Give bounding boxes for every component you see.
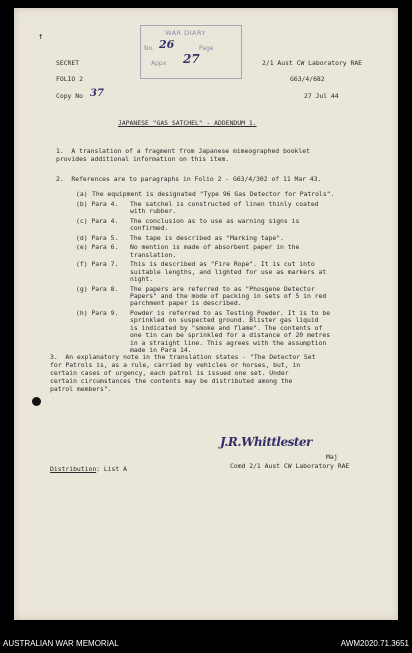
folio-number: FOLIO 2 xyxy=(56,75,83,83)
stamp-title: WAR DIARY xyxy=(165,29,207,37)
reference-item-text: No mention is made of absorbent paper in the xyxy=(130,243,300,252)
corner-mark: ↑ xyxy=(38,32,44,42)
unit-name: 2/1 Aust CW Laboratory RAE xyxy=(262,59,363,67)
stamp-page-label: Page xyxy=(199,45,214,52)
reference-item-text: translation. xyxy=(130,250,177,259)
paragraph-3-line: patrol members". xyxy=(50,385,112,393)
reference-item-text: with rubber. xyxy=(130,207,177,215)
stamp-no-value: 26 xyxy=(159,38,175,51)
reference-item-text: one tin can be sprinkled for a distance of 20 metres xyxy=(130,331,331,340)
stamp-no-label: No. xyxy=(144,45,154,52)
reference-item-text: Powder is referred to as Testing Powder. It is to be xyxy=(130,309,331,317)
reference-item-text: The conclusion as to use as warning signs is xyxy=(130,216,300,225)
reference-item-text: night. xyxy=(130,275,154,283)
reference-item-label: (d) Para 5. xyxy=(76,233,119,242)
archive-name: AUSTRALIAN WAR MEMORIAL xyxy=(3,639,119,648)
paragraph-3-line: certain circumstances the contents may be distributed among the xyxy=(50,377,293,385)
reference-item-label: (a) xyxy=(76,190,88,198)
reference-item-text: The tape is described as "Marking tape". xyxy=(130,233,284,242)
reference-item-label: (e) Para 6. xyxy=(76,243,119,252)
archive-footer xyxy=(0,638,412,653)
war-diary-stamp xyxy=(140,25,242,79)
reference-item-label: (h) Para 9. xyxy=(76,309,119,317)
reference-item-text: in a straight line. This agrees with the assumption xyxy=(130,338,327,347)
distribution: Distribution: List A xyxy=(50,465,127,473)
document-page xyxy=(14,8,398,620)
signatory-rank: Maj xyxy=(326,453,338,461)
paragraph-1-line: provides additional information on this item. xyxy=(56,155,230,163)
signature: J.R.Whittlester xyxy=(220,435,312,449)
reference-item-label: (g) Para 8. xyxy=(76,284,119,293)
reference-item-text: The satchel is constructed of linen thinly coated xyxy=(130,199,319,208)
punch-hole xyxy=(32,397,41,406)
reference-item-text: suitable lengths, and lighted for use as markers at xyxy=(130,267,327,276)
paragraph-3-line: 3. An explanatory note in the translation states - "The Detector Set xyxy=(50,353,316,361)
signatory-title: Comd 2/1 Aust CW Laboratory RAE xyxy=(230,462,350,470)
reference-item-text: The papers are referred to as "Phosgene Detector xyxy=(130,284,315,293)
reference-item-text: is indicated by "smoke and flame". The contents of xyxy=(130,323,323,332)
reference-item-text: The equipment is designated "Type 96 Gas Detector for Patrols". xyxy=(92,190,335,198)
classification: SECRET xyxy=(56,59,80,67)
paragraph-3-line: for Patrols is, as a rule, carried by vehicles or horses, but, in xyxy=(50,361,301,369)
reference-item-text: parchment paper is described. xyxy=(130,299,242,308)
paragraph-1-line: 1. A translation of a fragment from Japanese mimeographed booklet xyxy=(56,147,310,155)
copy-number: 37 xyxy=(90,88,104,99)
paragraph-2: 2. References are to paragraphs in Folio 2 - G63/4/302 of 11 Mar 43. xyxy=(56,175,322,183)
reference-item-text: made in Para 14. xyxy=(130,346,192,354)
file-reference: G63/4/682 xyxy=(290,75,325,83)
reference-item-text: Papers" and the mode of packing in sets of 5 in red xyxy=(130,292,327,300)
stamp-appx-value: 27 xyxy=(183,52,200,66)
reference-item-label: (c) Para 4. xyxy=(76,216,119,225)
reference-item-text: confirmed. xyxy=(130,224,169,232)
paragraph-3-line: certain cases of urgency, each patrol is issued one set. Under xyxy=(50,369,289,377)
archive-reference: AWM2020.71.3651 xyxy=(340,639,409,648)
copy-label: Copy No xyxy=(56,92,83,100)
document-date: 27 Jul 44 xyxy=(304,92,339,100)
reference-item-label: (b) Para 4. xyxy=(76,199,119,208)
stamp-appx-label: Appx xyxy=(151,60,167,67)
document-title: JAPANESE "GAS SATCHEL" - ADDENDUM 1. xyxy=(118,119,257,127)
reference-item-label: (f) Para 7. xyxy=(76,260,119,269)
reference-item-text: This is described as "Fire Rope". It is cut into xyxy=(130,260,315,269)
reference-item-text: sprinkled on suspected ground. Blister gas liquid xyxy=(130,316,319,325)
